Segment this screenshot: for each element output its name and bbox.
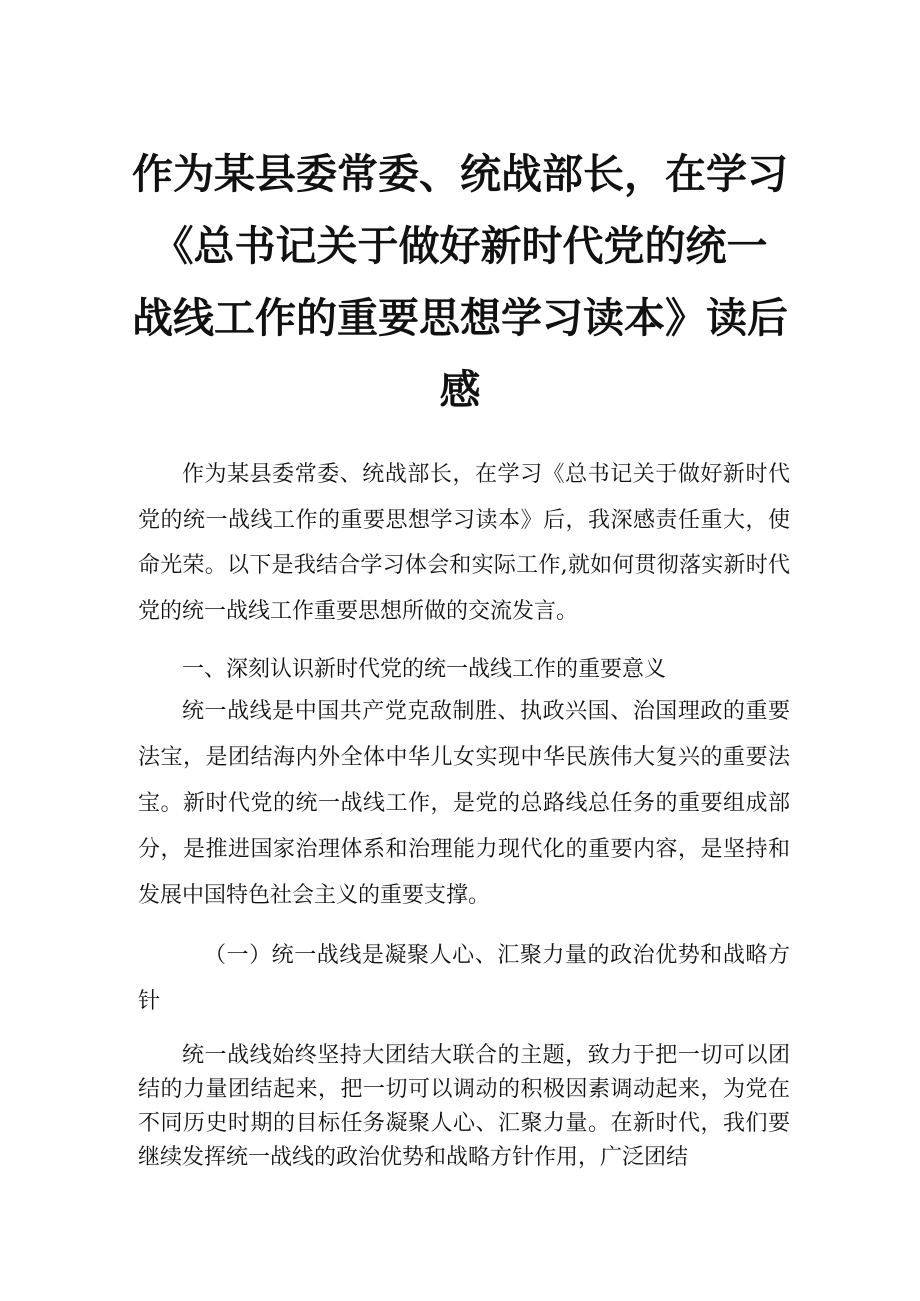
subsection-body-paragraph: 统一战线始终坚持大团结大联合的主题，致力于把一切可以团结的力量团结起来，把一切可以调动的积极因素调动起来，为党在不同历史时期的目标任务凝聚人心、汇聚力量。在新时代，我们要继续发挥统一战线的政治优势和战略方针作用，广泛团结 bbox=[138, 1043, 790, 1170]
subsection-heading: （一）统一战线是凝聚人心、汇聚力量的政治优势和战略方针 bbox=[138, 943, 790, 1014]
intro-block bbox=[138, 452, 790, 634]
title-line: 作为某县委常委、统战部长，在学习 bbox=[132, 150, 788, 198]
section-heading: 一、深刻认识新时代党的统一战线工作的重要意义 bbox=[182, 657, 667, 682]
title-line: 战线工作的重要思想学习读本》读后 bbox=[132, 294, 788, 342]
subsection-heading-block bbox=[138, 933, 790, 1025]
subsection-body-block bbox=[138, 1039, 790, 1175]
section-body-paragraph: 统一战线是中国共产党克敌制胜、执政兴国、治国理政的重要法宝，是团结海内外全体中华儿女实现中华民族伟大复兴的重要法宝。新时代党的统一战线工作，是党的总路线总任务的重要组成部分，是推进国家治理体系和治理能力现代化的重要内容，是坚持和发展中国特色社会主义的重要支撑。 bbox=[138, 699, 790, 908]
section-heading-block bbox=[138, 647, 790, 693]
document-title bbox=[110, 138, 810, 426]
title-line: 《总书记关于做好新时代党的统一 bbox=[152, 222, 768, 270]
section-body-block bbox=[138, 689, 790, 919]
intro-paragraph: 作为某县委常委、统战部长，在学习《总书记关于做好新时代党的统一战线工作的重要思想学习读本》后，我深感责任重大，使命光荣。以下是我结合学习体会和实际工作,就如何贯彻落实新时代党的统一战线工作重要思想所做的交流发言。 bbox=[138, 462, 790, 624]
title-line: 感 bbox=[439, 366, 481, 414]
